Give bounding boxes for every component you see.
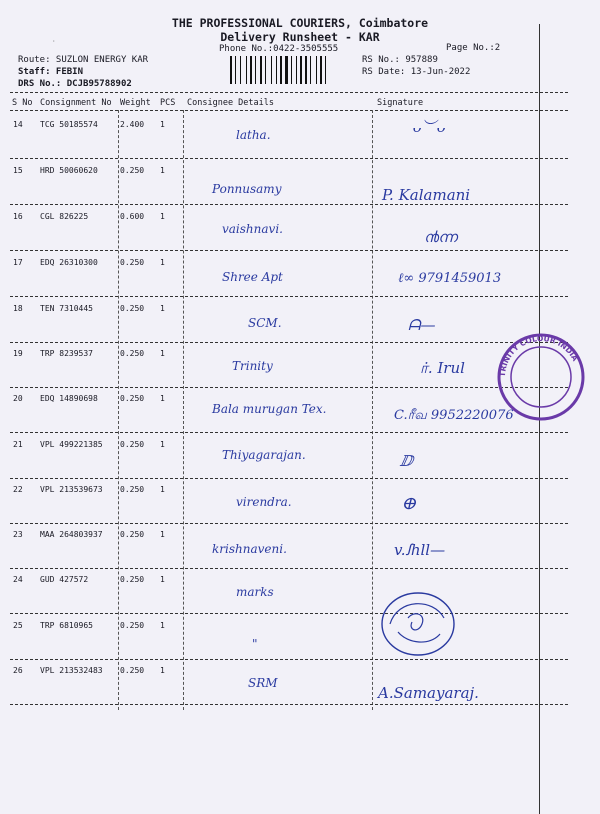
row-signature: ᗩ— — [408, 316, 436, 334]
row-separator — [10, 250, 568, 251]
row-consignee: Trinity — [232, 359, 273, 373]
rs-number: RS No.: 957889 — [362, 55, 438, 65]
svg-text:TRINITY COLOUR INDIA — [498, 334, 580, 377]
row-sno: 25 — [13, 621, 23, 630]
company-name: THE PROFESSIONAL COURIERS, Coimbatore — [171, 16, 429, 30]
col-sno: S No — [12, 98, 33, 108]
row-consignment-no: TCG 50185574 — [40, 120, 98, 129]
col-sep-weight — [118, 110, 119, 710]
table-header-rule — [10, 110, 568, 111]
row-separator — [10, 659, 568, 660]
row-pcs: 1 — [160, 485, 165, 494]
phone-number: Phone No.:0422-3505555 — [219, 44, 339, 54]
row-pcs: 1 — [160, 166, 165, 175]
stamp-text: TRINITY COLOUR INDIA — [497, 333, 580, 378]
row-sno: 15 — [13, 166, 23, 175]
table-top-rule — [10, 92, 568, 93]
row-signature: ൯ന്ന — [424, 228, 458, 246]
col-sep-signature — [372, 110, 373, 710]
row-sno: 17 — [13, 258, 23, 267]
document-title: Delivery Runsheet - KAR — [220, 30, 380, 44]
row-sno: 23 — [13, 530, 23, 539]
row-separator — [10, 523, 568, 524]
col-weight: Weight — [120, 98, 151, 108]
staff-label: Staff: FEBIN — [18, 67, 84, 77]
row-pcs: 1 — [160, 530, 165, 539]
row-sno: 14 — [13, 120, 23, 129]
row-signature: v.ꭍhll— — [394, 541, 446, 559]
row-consignment-no: TEN 7310445 — [40, 304, 93, 313]
round-signature — [378, 588, 458, 660]
row-pcs: 1 — [160, 394, 165, 403]
drs-number: DRS No.: DCJB95788902 — [18, 79, 132, 89]
row-consignee: marks — [236, 585, 274, 599]
row-separator — [10, 204, 568, 205]
row-separator — [10, 158, 568, 159]
page-number: Page No.:2 — [446, 43, 501, 53]
row-weight: 0.250 — [120, 440, 145, 449]
row-consignee: SCM. — [248, 316, 282, 330]
row-weight: 0.250 — [120, 166, 145, 175]
row-pcs: 1 — [160, 120, 165, 129]
rs-date: RS Date: 13-Jun-2022 — [362, 67, 471, 77]
row-consignment-no: VPL 213532483 — [40, 666, 103, 675]
col-pcs: PCS — [160, 98, 176, 108]
row-consignment-no: GUD 427572 — [40, 575, 89, 584]
row-weight: 0.250 — [120, 621, 145, 630]
row-pcs: 1 — [160, 304, 165, 313]
row-consignment-no: VPL 213539673 — [40, 485, 103, 494]
row-sno: 20 — [13, 394, 23, 403]
row-separator — [10, 704, 568, 705]
row-separator — [10, 387, 568, 388]
row-consignment-no: TRP 6810965 — [40, 621, 93, 630]
row-sno: 24 — [13, 575, 23, 584]
col-consignee: Consignee Details — [187, 98, 274, 108]
row-separator — [10, 432, 568, 433]
row-pcs: 1 — [160, 440, 165, 449]
row-pcs: 1 — [160, 575, 165, 584]
row-sno: 22 — [13, 485, 23, 494]
row-sno: 18 — [13, 304, 23, 313]
row-separator — [10, 296, 568, 297]
row-signature: ᴗ︶ᴗ — [412, 118, 446, 136]
row-weight: 0.250 — [120, 349, 145, 358]
row-consignee: vaishnavi. — [222, 222, 283, 236]
col-signature: Signature — [377, 98, 424, 108]
row-weight: 0.250 — [120, 666, 145, 675]
row-weight: 0.250 — [120, 304, 145, 313]
row-weight: 0.250 — [120, 575, 145, 584]
row-pcs: 1 — [160, 258, 165, 267]
row-separator — [10, 478, 568, 479]
row-pcs: 1 — [160, 666, 165, 675]
row-weight: 0.600 — [120, 212, 145, 221]
row-weight: 0.250 — [120, 530, 145, 539]
barcode — [230, 56, 352, 84]
row-weight: 0.250 — [120, 258, 145, 267]
row-consignment-no: VPL 499221385 — [40, 440, 103, 449]
row-consignee: Ponnusamy — [212, 182, 282, 196]
row-sno: 21 — [13, 440, 23, 449]
row-consignment-no: MAA 264803937 — [40, 530, 103, 539]
row-consignee: " — [252, 637, 258, 651]
row-signature: ℓ∞ 9791459013 — [398, 271, 502, 286]
row-signature: ⴲ — [402, 495, 416, 513]
row-signature: ⅅ — [400, 452, 414, 470]
row-sno: 19 — [13, 349, 23, 358]
row-consignee: krishnaveni. — [212, 542, 287, 556]
company-stamp — [494, 330, 588, 424]
row-sno: 16 — [13, 212, 23, 221]
row-pcs: 1 — [160, 621, 165, 630]
row-signature: ர். Irul — [420, 359, 465, 377]
row-sno: 26 — [13, 666, 23, 675]
row-separator — [10, 613, 568, 614]
row-weight: 0.250 — [120, 485, 145, 494]
col-consignment: Consignment No — [40, 98, 112, 108]
row-consignment-no: EDQ 26310300 — [40, 258, 98, 267]
route-label: Route: SUZLON ENERGY KAR — [18, 55, 149, 65]
row-consignment-no: TRP 8239537 — [40, 349, 93, 358]
row-consignee: virendra. — [236, 495, 292, 509]
row-consignment-no: EDQ 14890698 — [40, 394, 98, 403]
row-consignee: Thiyagarajan. — [222, 448, 306, 462]
row-pcs: 1 — [160, 349, 165, 358]
row-consignee: latha. — [236, 128, 271, 142]
scan-speck: · — [52, 38, 56, 45]
row-separator — [10, 342, 568, 343]
row-separator — [10, 568, 568, 569]
row-signature: P. Kalamani — [382, 186, 471, 204]
row-consignee: Bala murugan Tex. — [212, 402, 327, 416]
row-signature: C.ரீவ 9952220076 — [394, 408, 514, 423]
row-signature: A.Samayaraj. — [378, 684, 479, 702]
row-consignment-no: HRD 50060620 — [40, 166, 98, 175]
row-pcs: 1 — [160, 212, 165, 221]
row-weight: 2.400 — [120, 120, 145, 129]
row-weight: 0.250 — [120, 394, 145, 403]
row-consignee: Shree Apt — [222, 270, 283, 284]
row-consignment-no: CGL 826225 — [40, 212, 89, 221]
row-consignee: SRM — [248, 676, 278, 690]
col-sep-consignee — [183, 110, 184, 710]
